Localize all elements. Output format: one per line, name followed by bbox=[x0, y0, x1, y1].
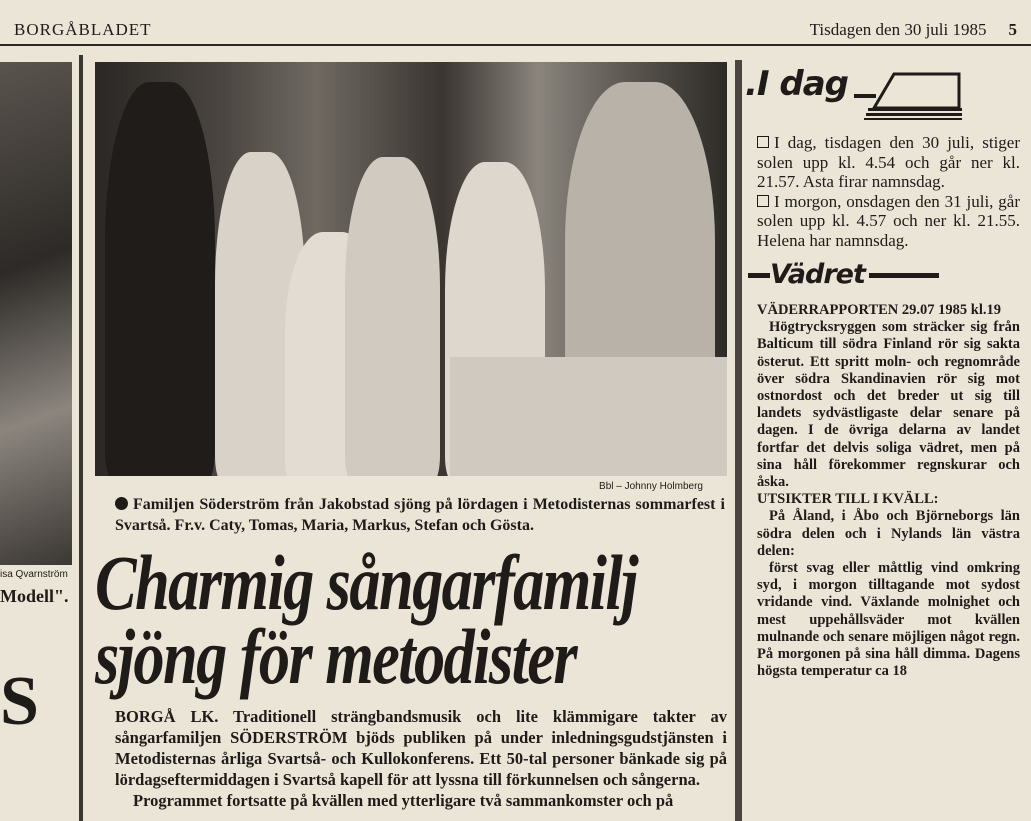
photo-credit: Bbl – Johnny Holmberg bbox=[599, 481, 703, 492]
report-heading: VÄDERRAPPORTEN 29.07 1985 kl.19 bbox=[757, 302, 1001, 318]
idag-item bbox=[757, 133, 1020, 192]
main-article bbox=[95, 62, 727, 821]
outlook-heading: UTSIKTER TILL I KVÄLL: bbox=[757, 491, 939, 508]
left-photo-credit: isa Qvarnström bbox=[0, 569, 68, 580]
article-photo bbox=[95, 62, 727, 476]
idag-list bbox=[757, 133, 1020, 250]
left-photo bbox=[0, 62, 72, 565]
heading-bar bbox=[869, 273, 939, 278]
outlook-text: först svag eller måttlig vind omkring syd, i morgon tilltagande mot sydost vridande vind. Växlande molnighet och mest uppehållsväder mot kvällen mulnande och senare möjligen något regn. På morgonen på sina håll dimma. Dagens högsta temperatur ca 18 bbox=[757, 560, 1020, 680]
headline-line: Charmig sångarfamilj bbox=[95, 539, 637, 626]
idag-item bbox=[757, 192, 1020, 251]
masthead-paper-name: BORGÅBLADET bbox=[14, 20, 152, 39]
sidebar bbox=[745, 62, 1021, 821]
checkbox-square-icon bbox=[757, 136, 769, 148]
vadret-heading bbox=[748, 258, 1021, 292]
masthead-date: Tisdagen den 30 juli 1985 bbox=[809, 20, 987, 39]
article-paragraph: Programmet fortsatte på kvällen med ytterligare två sammankomster och på bbox=[133, 791, 674, 810]
caption-text: Familjen Söderström från Jakobstad sjöng på lördagen i Metodisternas sommarfest i Svartså. Fr.v. Caty, Tomas, Maria, Markus, Stefan och Gösta. bbox=[115, 496, 725, 534]
checkbox-square-icon bbox=[757, 195, 769, 207]
masthead-date-page bbox=[810, 20, 1017, 40]
article-paragraph: BORGÅ LK. Traditionell strängbandsmusik och lite klämmigare takter av sångarfamiljen SÖDERSTRÖM bjöds publiken på under inledningsgudstjänsten i Metodisternas årliga Svartså- och Kullokonferens. Ett 50-tal personer bänkade sig på lördagseftermiddagen i Svartså kapell för att lyssna till förkunnelsen och sångerna. bbox=[115, 707, 727, 789]
left-caption-fragment: Modell". bbox=[0, 586, 69, 606]
article-headline bbox=[95, 539, 727, 700]
report-text: Högtrycksryggen som sträcker sig från Balticum till södra Finland rör sig sakta österut. Ett spritt moln- och regnområde över södra Skandinavien rör sig mot ostnordost och det breder ut sig till landets sydvästligaste delar senare på dagen. I de övriga delarna av landet fortfar det delvis soliga vädret, men på sina håll förekommer regnskurar och åska. bbox=[757, 319, 1020, 491]
idag-item-text: I morgon, onsdagen den 31 juli, går solen upp kl. 4.57 och ner kl. 21.55. Helena har namnsdag. bbox=[757, 191, 1020, 250]
page-number: 5 bbox=[1008, 20, 1017, 39]
photo-caption bbox=[115, 494, 725, 536]
heading-bar bbox=[748, 273, 770, 278]
outlook-region: På Åland, i Åbo och Björneborgs län södra delen och i Nylands län västra delen: bbox=[757, 508, 1020, 559]
idag-heading: .I dag bbox=[745, 64, 849, 104]
idag-header bbox=[745, 62, 1021, 124]
left-headline-fragment: S bbox=[0, 663, 39, 737]
idag-item-text: I dag, tisdagen den 30 juli, stiger solen upp kl. 4.54 och går ner kl. 21.57. Asta firar namnsdag. bbox=[757, 133, 1020, 191]
headline-line: sjöng för metodister bbox=[95, 613, 577, 700]
calendar-icon bbox=[854, 68, 964, 120]
vadret-title: Vädret bbox=[770, 259, 865, 290]
header-rule bbox=[0, 44, 1031, 46]
article-body bbox=[115, 706, 727, 811]
sidebar-rule bbox=[735, 60, 742, 821]
left-column bbox=[0, 62, 74, 737]
weather-report bbox=[757, 302, 1020, 680]
bullet-icon bbox=[115, 497, 128, 510]
column-rule bbox=[79, 55, 83, 821]
